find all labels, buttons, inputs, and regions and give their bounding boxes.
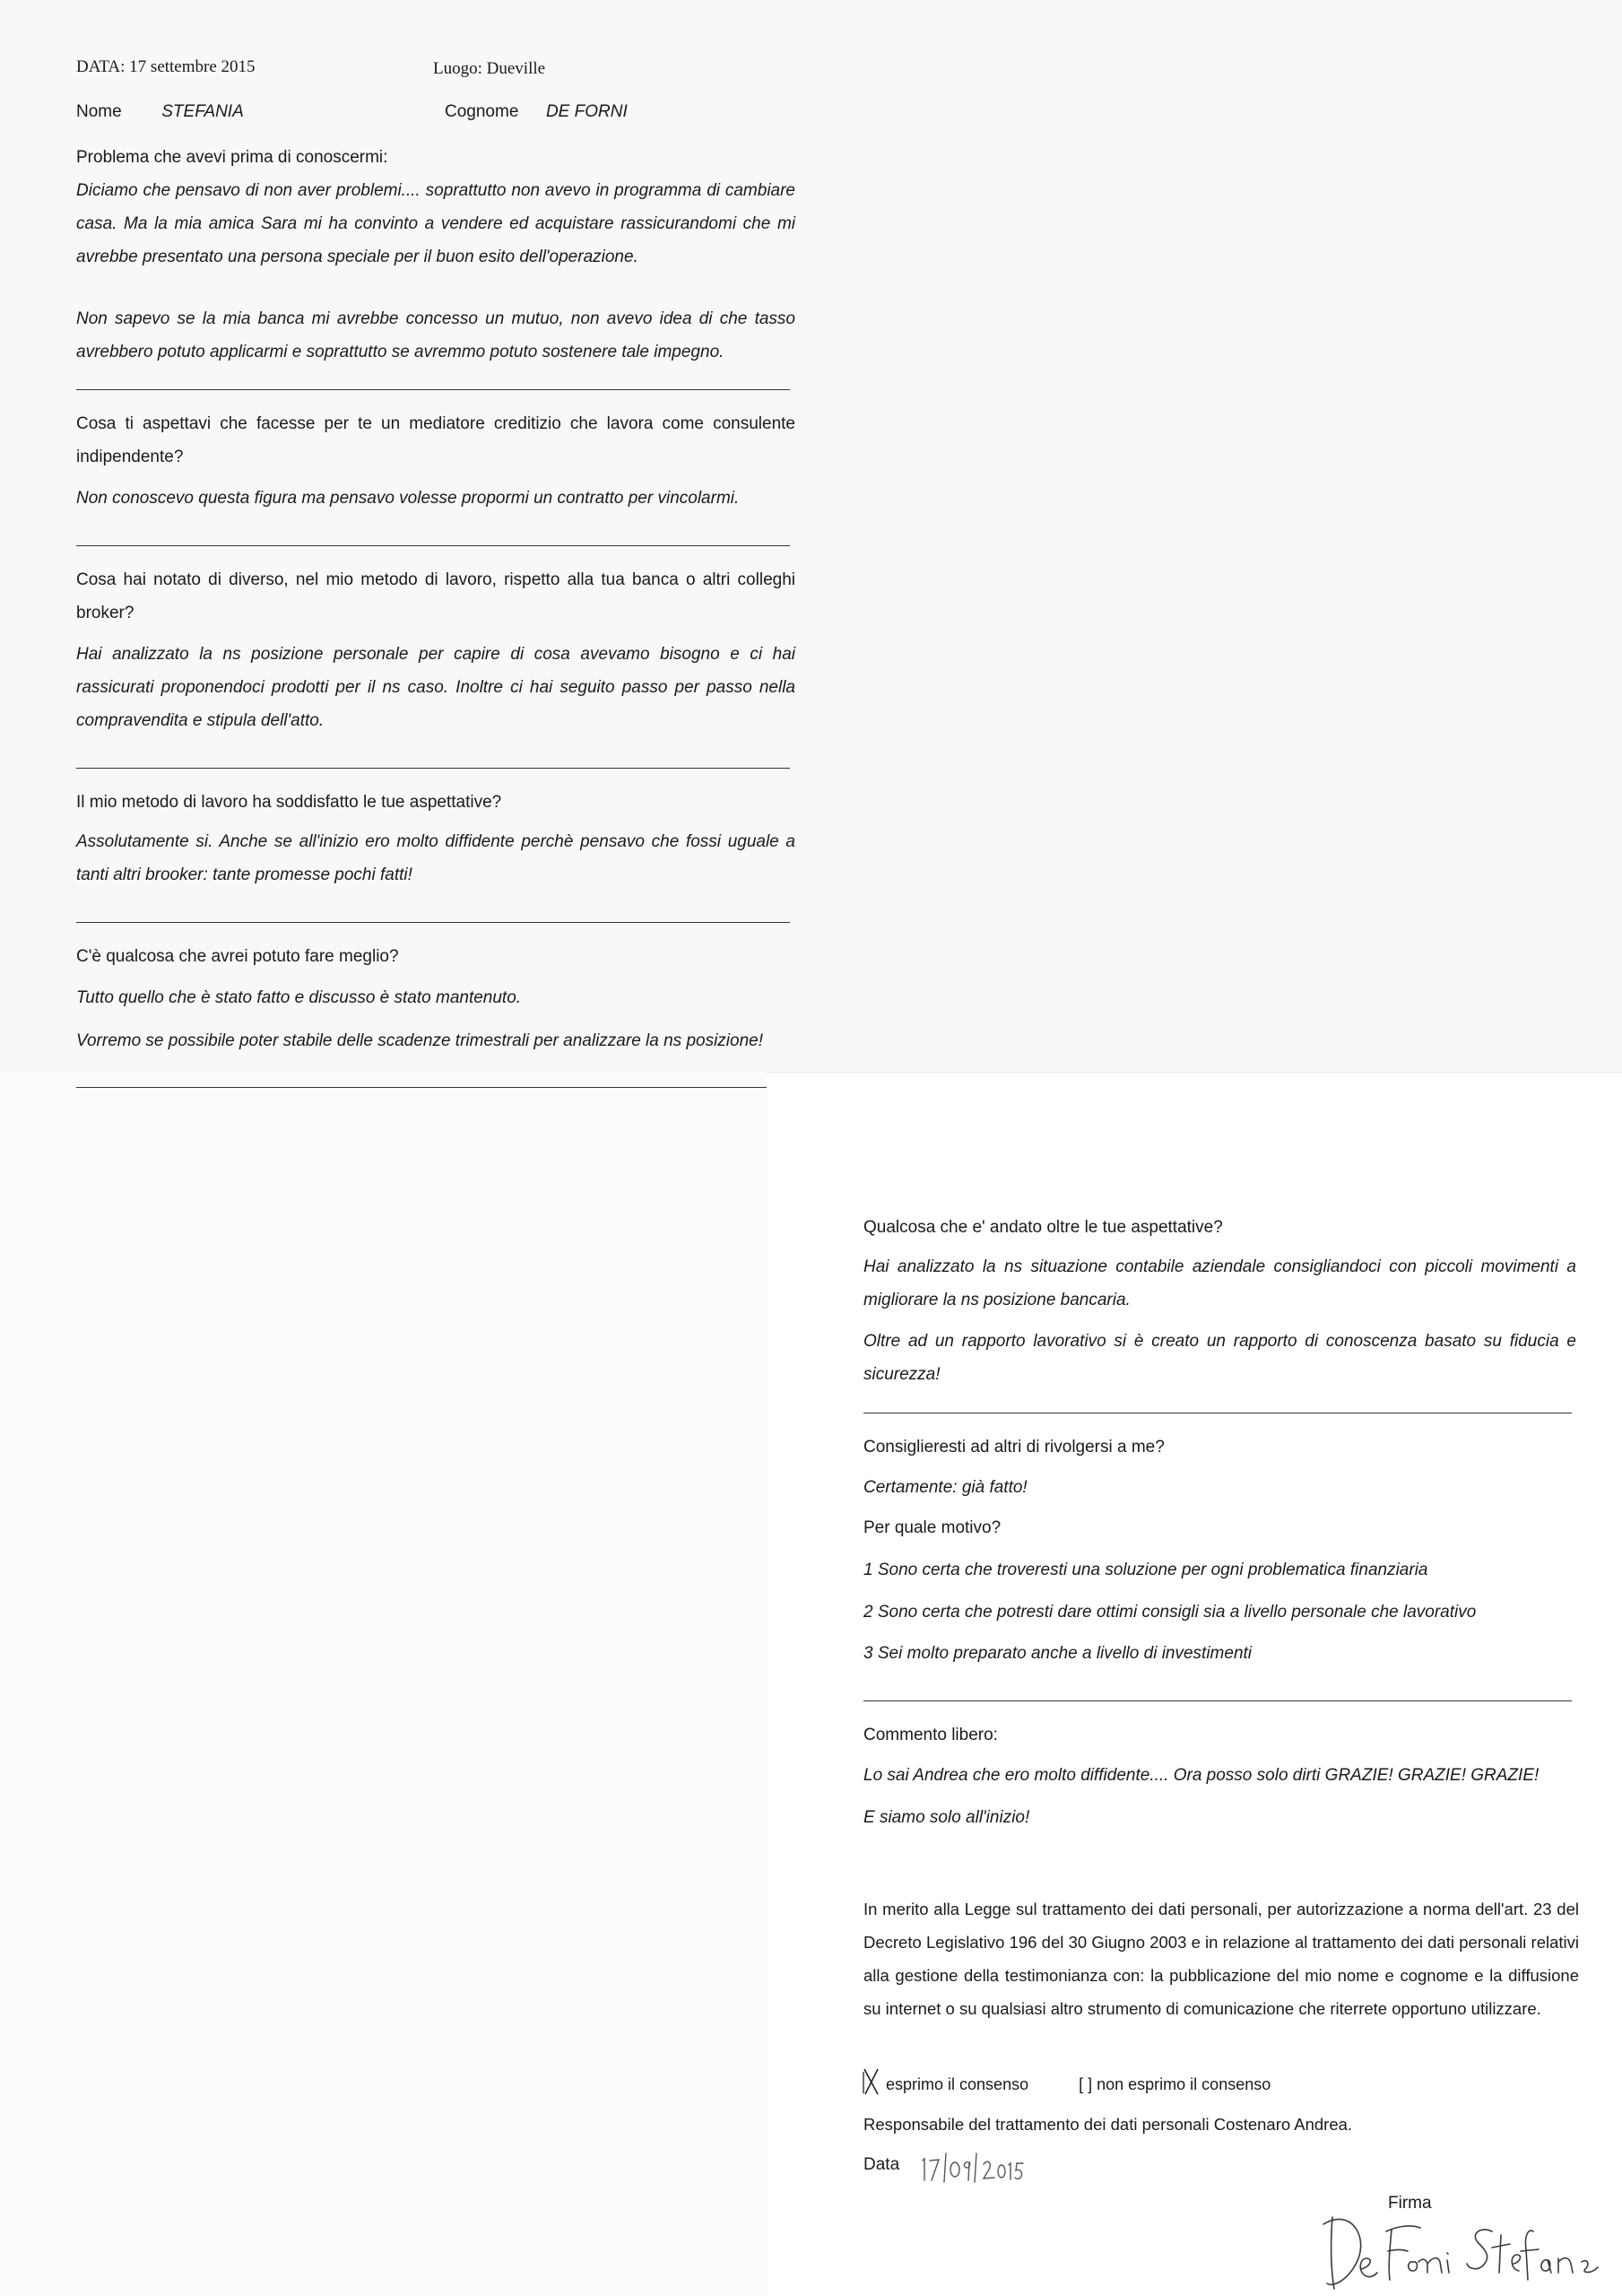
question-3: Cosa hai notato di diverso, nel mio metodo di lavoro, rispetto alla tua banca o altri colleghi broker? [76,570,795,622]
answer-6-paragraph-1: Hai analizzato la ns situazione contabile aziendale consigliandoci con piccoli movimenti a migliorare la ns posizione bancaria. [863,1257,1576,1309]
reason-item: 1 Sono certa che troveresti una soluzione per ogni problematica finanziaria [863,1561,1428,1579]
answer-1-paragraph-1: Diciamo che pensavo di non aver problemi.... soprattutto non avevo in programma di cambiare casa. Ma la mia amica Sara mi ha convinto a vendere ed acquistare rassicurandomi che mi avrebbe presentato una persona speciale per il buon esito dell'operazione. [76,181,795,266]
handwritten-date [919,2148,1027,2186]
reason-item: 3 Sei molto preparato anche a livello di investimenti [863,1644,1253,1663]
check-x-icon [862,2066,881,2097]
question-5: C'è qualcosa che avrei potuto fare meglio? [76,947,399,966]
question-7: Consiglieresti ad altri di rivolgersi a me? [863,1438,1165,1457]
consent-yes-label: esprimo il consenso [886,2075,1029,2093]
answer-6-paragraph-2: Oltre ad un rapporto lavorativo si è creato un rapporto di conoscenza basato su fiducia e sicurezza! [863,1332,1576,1384]
signature-label: Firma [1388,2194,1432,2213]
place-label: Luogo: [433,59,482,78]
privacy-statement: In merito alla Legge sul trattamento dei dati personali, per autorizzazione a norma dell'art. 23 del Decreto Legislativo 196 del 30 Giugno 2003 e in relazione al trattamento dei dati personali relativi alla gestione della testimonianza con: la pubblicazione del mio nome e cognome e la diffusione su internet o su qualsiasi altro strumento di comunicazione che riterrete opportuno utilizzare. [863,1900,1579,2018]
answer-4: Assolutamente si. Anche se all'inizio ero molto diffidente perchè pensavo che fossi uguale a tanti altri brooker: tante promesse pochi fatti! [76,832,795,884]
surname-label: Cognome [445,102,519,121]
separator-line [76,389,790,390]
answer-1-paragraph-2: Non sapevo se la mia banca mi avrebbe concesso un mutuo, non avevo idea di che tasso avrebbero potuto applicarmi e soprattutto se avremmo potuto sostenere tale impegno. [76,309,795,361]
question-2: Cosa ti aspettavi che facesse per te un mediatore creditizio che lavora come consulente indipendente? [76,414,795,466]
question-6: Qualcosa che e' andato oltre le tue aspettative? [863,1218,1223,1237]
surname-line [445,102,628,122]
date-line [76,57,256,77]
answer-3: Hai analizzato la ns posizione personale per capire di cosa avevamo bisogno e ci hai rassicurati proponendoci prodotti per il ns caso. Inoltre ci hai seguito passo per passo nella compravendita e stipula dell'atto. [76,645,795,730]
separator-line [76,922,790,923]
answer-5-paragraph-2: Vorremo se possibile poter stabile delle scadenze trimestrali per analizzare la ns posizione! [76,1031,764,1050]
consent-no-option[interactable]: [ ] non esprimo il consenso [1079,2075,1271,2093]
answer-2: Non conoscevo questa figura ma pensavo volesse propormi un contratto per vincolarmi. [76,489,740,508]
surname-value: DE FORNI [545,102,628,121]
name-value: STEFANIA [161,102,244,121]
comment-label: Commento libero: [863,1726,998,1744]
place-line [433,59,545,79]
separator-line [76,545,790,546]
consent-yes-checkbox[interactable] [863,2072,881,2095]
consent-line [863,2072,1271,2095]
question-4: Il mio metodo di lavoro ha soddisfatto le tue aspettative? [76,793,502,812]
page-seam [767,1072,1622,1073]
question-8: Per quale motivo? [863,1518,1002,1537]
handwritten-signature [1316,2205,1603,2292]
name-label: Nome [76,102,122,121]
comment-paragraph-2: E siamo solo all'inizio! [863,1808,1030,1827]
data-controller: Responsabile del trattamento dei dati personali Costenaro Andrea. [863,2115,1353,2134]
separator-line [863,1700,1572,1701]
date-label: DATA: [76,57,126,76]
reason-item: 2 Sono certa che potresti dare ottimi consigli sia a livello personale che lavorativo [863,1603,1477,1622]
question-1: Problema che avevi prima di conoscermi: [76,148,388,167]
separator-line [76,1087,767,1088]
answer-7: Certamente: già fatto! [863,1478,1028,1497]
comment-paragraph-1: Lo sai Andrea che ero molto diffidente.... Ora posso solo dirti GRAZIE! GRAZIE! GRAZIE! [863,1766,1540,1785]
separator-line [76,768,790,769]
date-label-footer: Data [863,2155,900,2174]
answer-5-paragraph-1: Tutto quello che è stato fatto e discusso è stato mantenuto. [76,988,522,1007]
date-value: 17 settembre 2015 [129,57,256,76]
place-value: Dueville [486,59,546,78]
name-line [76,102,244,122]
